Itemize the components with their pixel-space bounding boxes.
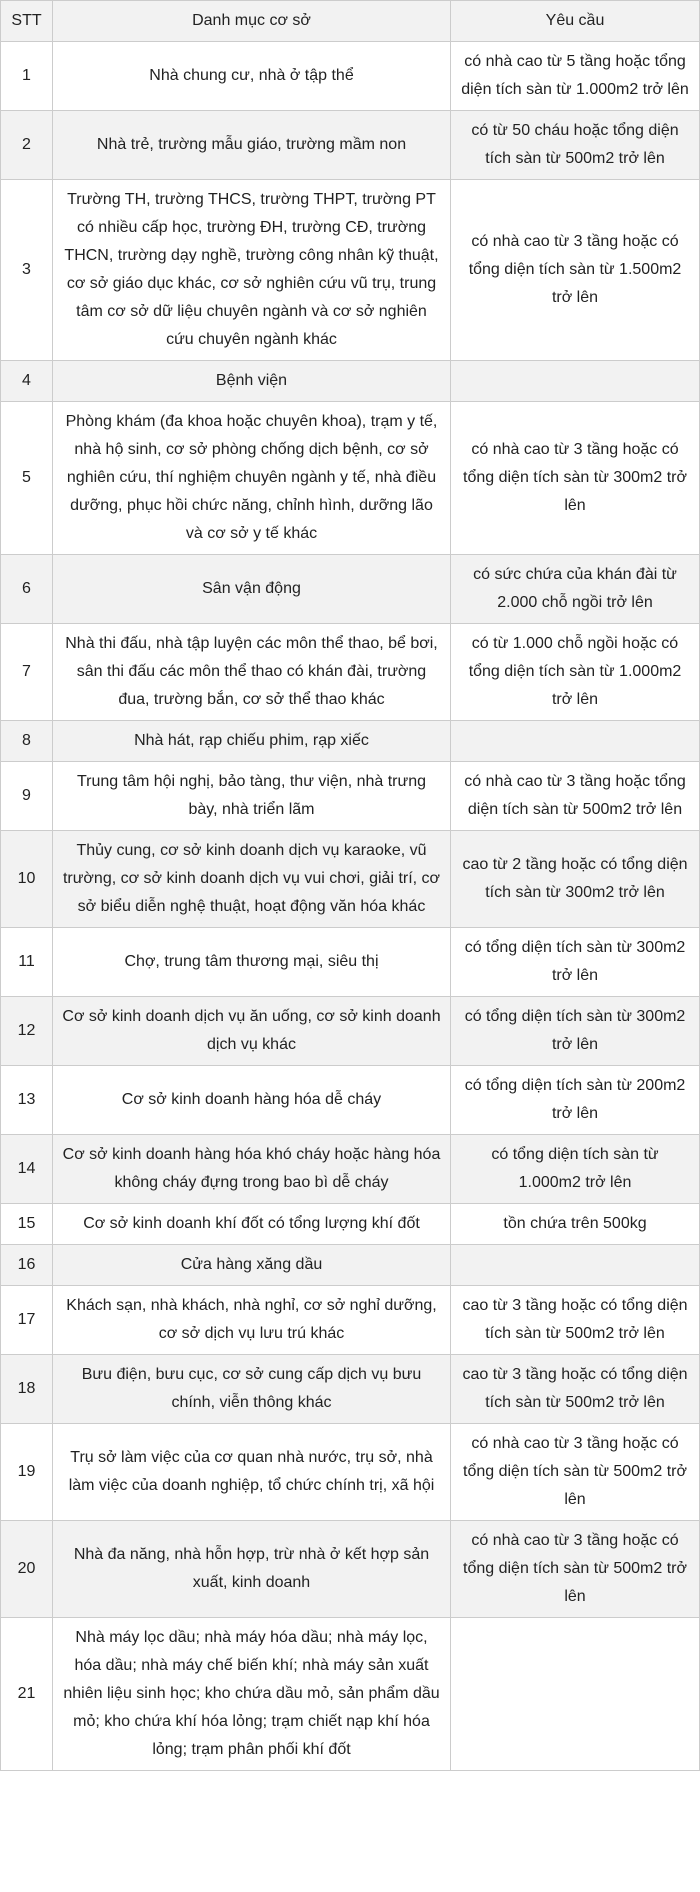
row-requirement: có nhà cao từ 3 tầng hoặc tổng diện tích sàn từ 500m2 trở lên [451, 762, 700, 831]
table-row [1, 111, 700, 180]
table-row [1, 402, 700, 555]
row-requirement: cao từ 2 tầng hoặc có tổng diện tích sàn từ 300m2 trở lên [451, 831, 700, 928]
row-category: Nhà hát, rạp chiếu phim, rạp xiếc [53, 721, 451, 762]
row-stt: 16 [1, 1245, 53, 1286]
row-stt: 19 [1, 1424, 53, 1521]
table-row [1, 928, 700, 997]
row-requirement: cao từ 3 tầng hoặc có tổng diện tích sàn từ 500m2 trở lên [451, 1286, 700, 1355]
row-stt: 21 [1, 1618, 53, 1771]
row-category: Bệnh viện [53, 361, 451, 402]
row-requirement: có nhà cao từ 3 tầng hoặc có tổng diện tích sàn từ 500m2 trở lên [451, 1521, 700, 1618]
row-requirement: cao từ 3 tầng hoặc có tổng diện tích sàn từ 500m2 trở lên [451, 1355, 700, 1424]
row-requirement: có tổng diện tích sàn từ 300m2 trở lên [451, 997, 700, 1066]
table-row [1, 555, 700, 624]
row-stt: 11 [1, 928, 53, 997]
row-stt: 8 [1, 721, 53, 762]
row-category: Nhà trẻ, trường mẫu giáo, trường mầm non [53, 111, 451, 180]
row-requirement [451, 1245, 700, 1286]
row-stt: 10 [1, 831, 53, 928]
row-category: Sân vận động [53, 555, 451, 624]
row-stt: 6 [1, 555, 53, 624]
row-requirement [451, 721, 700, 762]
table-row [1, 1618, 700, 1771]
table-row [1, 762, 700, 831]
row-category: Bưu điện, bưu cục, cơ sở cung cấp dịch vụ bưu chính, viễn thông khác [53, 1355, 451, 1424]
row-category: Cơ sở kinh doanh hàng hóa dễ cháy [53, 1066, 451, 1135]
table-row [1, 997, 700, 1066]
header-category: Danh mục cơ sở [53, 1, 451, 42]
row-category: Nhà chung cư, nhà ở tập thể [53, 42, 451, 111]
row-category: Thủy cung, cơ sở kinh doanh dịch vụ karaoke, vũ trường, cơ sở kinh doanh dịch vụ vui chơi, giải trí, cơ sở biểu diễn nghệ thuật, hoạt động văn hóa khác [53, 831, 451, 928]
row-stt: 18 [1, 1355, 53, 1424]
row-stt: 2 [1, 111, 53, 180]
table-row [1, 1245, 700, 1286]
row-requirement: có từ 1.000 chỗ ngồi hoặc có tổng diện tích sàn từ 1.000m2 trở lên [451, 624, 700, 721]
table-row [1, 624, 700, 721]
row-requirement: tồn chứa trên 500kg [451, 1204, 700, 1245]
row-category: Cơ sở kinh doanh khí đốt có tổng lượng khí đốt [53, 1204, 451, 1245]
table-row [1, 180, 700, 361]
row-category: Trụ sở làm việc của cơ quan nhà nước, trụ sở, nhà làm việc của doanh nghiệp, tổ chức chính trị, xã hội [53, 1424, 451, 1521]
table-row [1, 361, 700, 402]
row-requirement: có nhà cao từ 3 tầng hoặc có tổng diện tích sàn từ 1.500m2 trở lên [451, 180, 700, 361]
row-requirement: có tổng diện tích sàn từ 200m2 trở lên [451, 1066, 700, 1135]
table-header-row [1, 1, 700, 42]
row-stt: 17 [1, 1286, 53, 1355]
table-row [1, 1135, 700, 1204]
table-row [1, 831, 700, 928]
row-stt: 15 [1, 1204, 53, 1245]
table-row [1, 1204, 700, 1245]
row-requirement: có từ 50 cháu hoặc tổng diện tích sàn từ 500m2 trở lên [451, 111, 700, 180]
row-category: Nhà máy lọc dầu; nhà máy hóa dầu; nhà máy lọc, hóa dầu; nhà máy chế biến khí; nhà máy sản xuất nhiên liệu sinh học; kho chứa dầu mỏ, sản phẩm dầu mỏ; kho chứa khí hóa lỏng; trạm chiết nạp khí hóa lỏng; trạm phân phối khí đốt [53, 1618, 451, 1771]
table-row [1, 1355, 700, 1424]
row-category: Khách sạn, nhà khách, nhà nghỉ, cơ sở nghỉ dưỡng, cơ sở dịch vụ lưu trú khác [53, 1286, 451, 1355]
row-category: Phòng khám (đa khoa hoặc chuyên khoa), trạm y tế, nhà hộ sinh, cơ sở phòng chống dịch bệnh, cơ sở nghiên cứu, thí nghiệm chuyên ngành y tế, nhà điều dưỡng, phục hồi chức năng, chỉnh hình, dưỡng lão và cơ sở y tế khác [53, 402, 451, 555]
row-category: Nhà thi đấu, nhà tập luyện các môn thể thao, bể bơi, sân thi đấu các môn thể thao có khán đài, trường đua, trường bắn, cơ sở thể thao khác [53, 624, 451, 721]
row-category: Trung tâm hội nghị, bảo tàng, thư viện, nhà trưng bày, nhà triển lãm [53, 762, 451, 831]
row-requirement: có tổng diện tích sàn từ 300m2 trở lên [451, 928, 700, 997]
row-requirement: có nhà cao từ 3 tầng hoặc có tổng diện tích sàn từ 300m2 trở lên [451, 402, 700, 555]
row-requirement: có sức chứa của khán đài từ 2.000 chỗ ngồi trở lên [451, 555, 700, 624]
table-row [1, 721, 700, 762]
row-requirement: có nhà cao từ 3 tầng hoặc có tổng diện tích sàn từ 500m2 trở lên [451, 1424, 700, 1521]
row-category: Cửa hàng xăng dầu [53, 1245, 451, 1286]
row-category: Nhà đa năng, nhà hỗn hợp, trừ nhà ở kết hợp sản xuất, kinh doanh [53, 1521, 451, 1618]
row-stt: 9 [1, 762, 53, 831]
row-category: Cơ sở kinh doanh hàng hóa khó cháy hoặc hàng hóa không cháy đựng trong bao bì dễ cháy [53, 1135, 451, 1204]
row-requirement [451, 1618, 700, 1771]
row-stt: 7 [1, 624, 53, 721]
row-category: Trường TH, trường THCS, trường THPT, trường PT có nhiều cấp học, trường ĐH, trường CĐ, trường THCN, trường dạy nghề, trường công nhân kỹ thuật, cơ sở giáo dục khác, cơ sở nghiên cứu vũ trụ, trung tâm cơ sở dữ liệu chuyên ngành và cơ sở nghiên cứu chuyên ngành khác [53, 180, 451, 361]
row-category: Chợ, trung tâm thương mại, siêu thị [53, 928, 451, 997]
table-row [1, 1424, 700, 1521]
row-stt: 3 [1, 180, 53, 361]
row-category: Cơ sở kinh doanh dịch vụ ăn uống, cơ sở kinh doanh dịch vụ khác [53, 997, 451, 1066]
table-row [1, 1286, 700, 1355]
row-stt: 14 [1, 1135, 53, 1204]
row-requirement [451, 361, 700, 402]
header-requirement: Yêu cầu [451, 1, 700, 42]
row-stt: 4 [1, 361, 53, 402]
table-row [1, 42, 700, 111]
row-requirement: có tổng diện tích sàn từ 1.000m2 trở lên [451, 1135, 700, 1204]
header-stt: STT [1, 1, 53, 42]
row-stt: 20 [1, 1521, 53, 1618]
row-stt: 12 [1, 997, 53, 1066]
row-stt: 1 [1, 42, 53, 111]
table-row [1, 1066, 700, 1135]
row-stt: 13 [1, 1066, 53, 1135]
row-requirement: có nhà cao từ 5 tầng hoặc tổng diện tích sàn từ 1.000m2 trở lên [451, 42, 700, 111]
table-row [1, 1521, 700, 1618]
row-stt: 5 [1, 402, 53, 555]
